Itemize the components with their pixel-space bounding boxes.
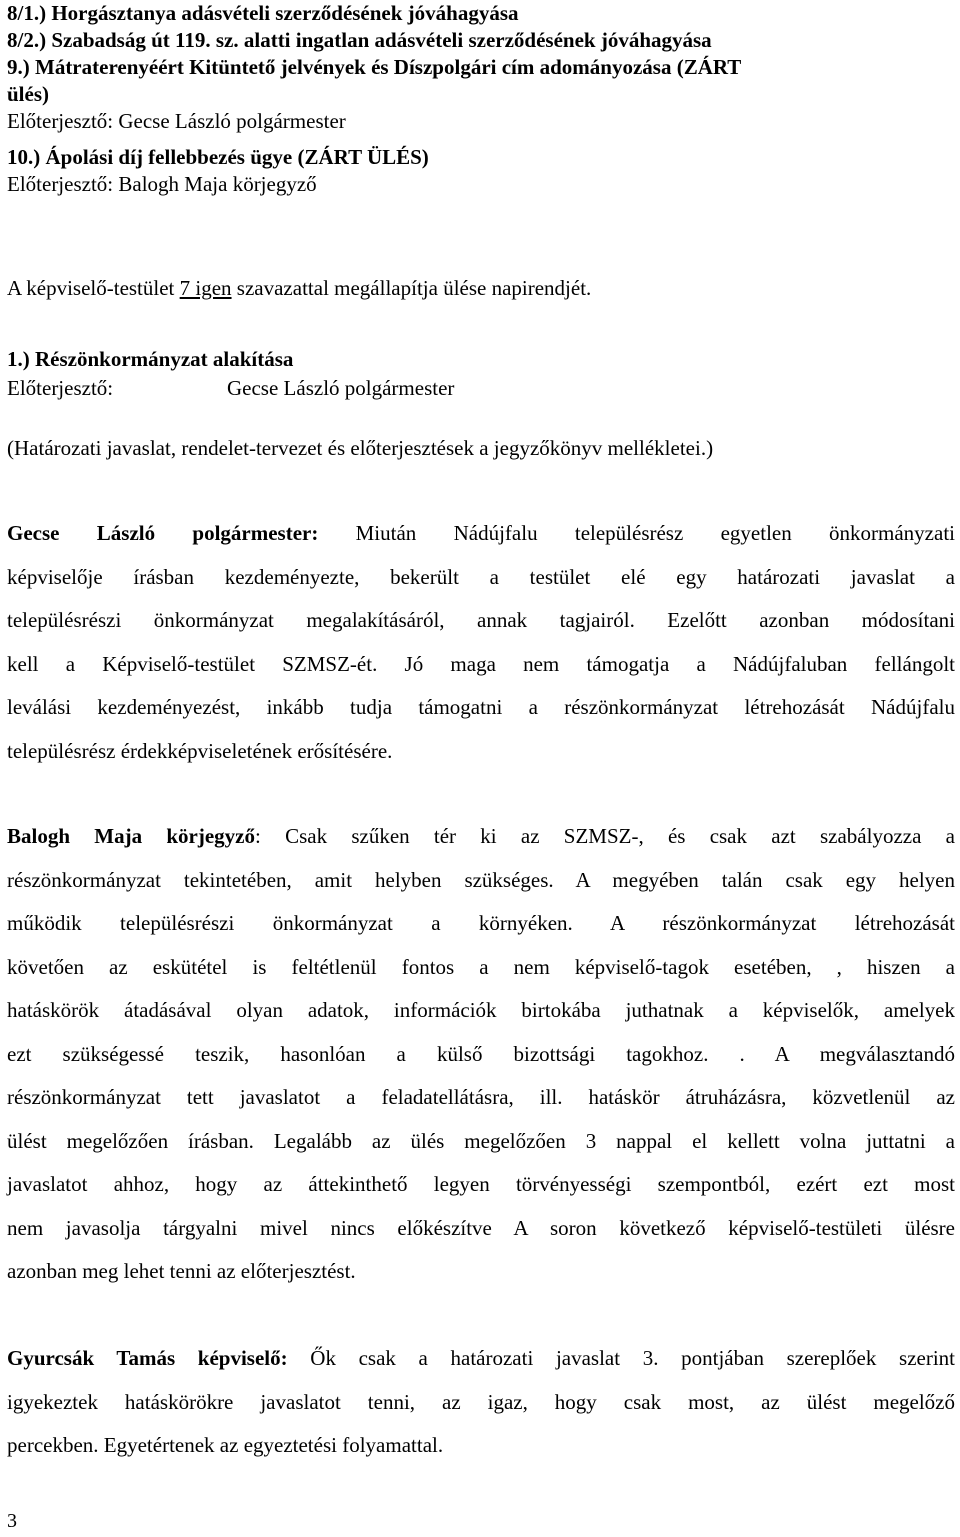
speech-line: igyekeztek hatáskörökre javaslatot tenni, az igaz, hogy csak most, az ülést megelőző: [7, 1389, 955, 1414]
speaker-name: Gyurcsák Tamás képviselő:: [7, 1346, 288, 1370]
speech-representative: [7, 1337, 955, 1468]
page-number: 3: [7, 1510, 17, 1532]
speech-line: működik településrészi önkormányzat a környéken. A részönkormányzat létrehozását: [7, 911, 955, 935]
speech-line: Gyurcsák Tamás képviselő: Ők csak a határozati javaslat 3. pontjában szereplőek szerint: [7, 1346, 955, 1370]
agenda-item-9-presenter: Előterjesztő: Gecse László polgármester: [7, 109, 346, 133]
agenda-item-10: 10.) Ápolási díj fellebbezés ügye (ZÁRT ÜLÉS): [7, 145, 429, 169]
agenda-item-10-presenter: Előterjesztő: Balogh Maja körjegyző: [7, 172, 317, 196]
agenda-decision: [7, 276, 591, 301]
speech-line: nem javasolja tárgyalni mivel nincs előkészítve A soron következő képviselő-testületi ülésre: [7, 1215, 955, 1240]
decision-vote: 7 igen: [179, 276, 232, 300]
speech-line: képviselője írásban kezdeményezte, bekerült a testület elé egy határozati javaslat a: [7, 564, 955, 589]
speech-line: kell a Képviselő-testület SZMSZ-ét. Jó maga nem támogatja a Nádújfaluban fellángolt: [7, 651, 955, 676]
speech-line: településrészi önkormányzat megalakításáról, annak tagjairól. Ezelőtt azonban módosítani: [7, 608, 955, 632]
agenda-item-8-2: 8/2.) Szabadság út 119. sz. alatti ingatlan adásvételi szerződésének jóváhagyása: [7, 28, 712, 52]
speech-line: azonban meg lehet tenni az előterjesztést.: [7, 1259, 356, 1283]
section-presenter-name: Gecse László polgármester: [227, 376, 455, 400]
speaker-name: Balogh Maja körjegyző: [7, 824, 255, 848]
section-heading: 1.) Részönkormányzat alakítása: [7, 347, 294, 371]
speech-line: leválási kezdeményezést, inkább tudja támogatni a részönkormányzat létrehozását Nádújfalu: [7, 695, 955, 719]
speech-line: percekben. Egyetértenek az egyeztetési folyamattal.: [7, 1433, 444, 1457]
speech-line: ezt szükségessé teszik, hasonlóan a külső bizottsági tagokhoz. . A megválasztandó: [7, 1041, 955, 1066]
section-presenter-label: Előterjesztő:: [7, 376, 114, 400]
speaker-name: Gecse László polgármester:: [7, 521, 319, 545]
section-note: (Határozati javaslat, rendelet-tervezet és előterjesztések a jegyzőkönyv mellékletei.): [7, 436, 714, 460]
speech-notary: [7, 815, 955, 1294]
speech-line: településrész érdekképviseletének erősítésére.: [7, 738, 393, 763]
speech-mayor: [7, 512, 955, 773]
agenda-item-9-cont: ülés): [7, 82, 49, 106]
agenda-item-9: 9.) Mátraterenyéért Kitüntető jelvények és Díszpolgári cím adományozása (ZÁRT: [7, 55, 742, 79]
decision-suffix: szavazattal megállapítja ülése napirendjét.: [231, 276, 592, 300]
speech-line: Balogh Maja körjegyző: Csak szűken tér ki az SZMSZ-, és csak azt szabályozza a: [7, 824, 955, 848]
speech-line: ülést megelőzően írásban. Legalább az ülés megelőzően 3 nappal el kellett volna juttatni a: [7, 1128, 955, 1153]
speech-line: Gecse László polgármester: Miután Nádújfalu településrész egyetlen önkormányzati: [7, 521, 955, 545]
speech-line: hatáskörök átadásával olyan adatok, információk birtokába juthatnak a képviselők, amelyek: [7, 998, 955, 1022]
speech-line: javaslatot ahhoz, hogy az áttekinthető legyen törvényességi szempontból, ezért ezt most: [7, 1172, 955, 1196]
speech-line: követően az eskütétel is feltétlenül fontos a nem képviselő-tagok esetében, , hiszen a: [7, 954, 955, 979]
speech-line: részönkormányzat tekintetében, amit helyben szükséges. A megyében talán csak egy helyen: [7, 867, 955, 892]
speech-line: részönkormányzat tett javaslatot a feladatellátásra, ill. hatáskör átruházásra, közvetlenül az: [7, 1085, 955, 1109]
agenda-item-8-1: 8/1.) Horgásztanya adásvételi szerződésének jóváhagyása: [7, 1, 519, 25]
decision-prefix: A képviselő-testület: [7, 276, 180, 300]
